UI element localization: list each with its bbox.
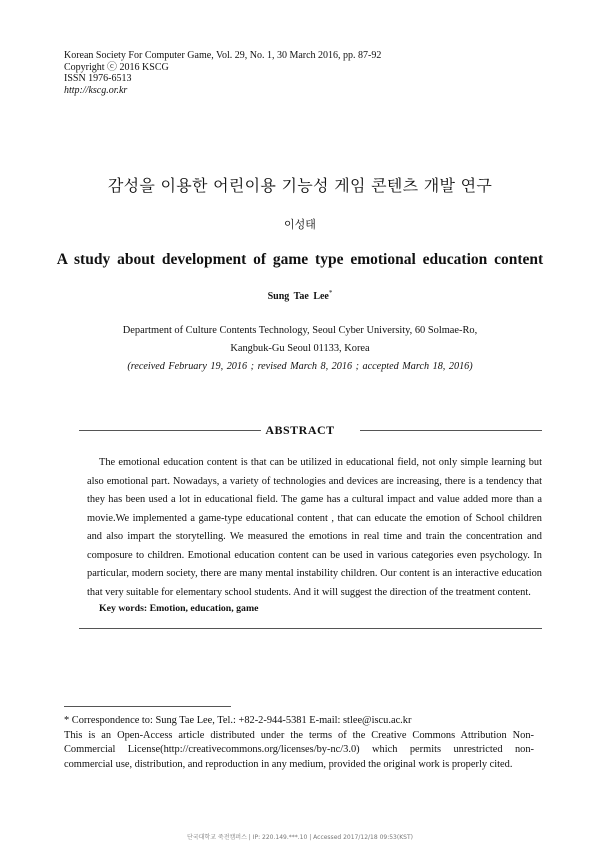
affiliation-line-2: Kangbuk-Gu Seoul 01133, Korea: [230, 343, 370, 354]
affiliation-line-1: Department of Culture Contents Technology, Seoul Cyber University, 60 Solmae-Ro,: [122, 325, 478, 336]
abstract-text: The emotional education content is that can be utilized in educational field, not only simple learning but also emotional part. Nowadays, a variety of technologies and devices are increasing, there is a tendency that they has been used a lot in educational field. The game has a cultural impact and value added more than a movie.We implemented a game-type educational content , that can educate the emotion of School children and also impart the storytelling. We measured the emotions in real time and train the concentration and composure to children. Emotional education content can be used in various categories even psychology. In particular, modern society, there are many mental instability children. Our content is an interactive education that very suitable for elementary school students. And it will suggest the direction of the treatment content.: [87, 457, 542, 598]
access-stamp: 단국대학교 죽전캠퍼스 | IP: 220.149.***.10 | Accessed 2017/12/18 09:53(KST): [187, 834, 413, 841]
abstract-rule-right: [360, 430, 542, 431]
correspondence-note: * Correspondence to: Sung Tae Lee, Tel.: +82-2-944-5381 E-mail: stlee@iscu.ac.kr: [64, 715, 412, 726]
affiliation: [0, 322, 600, 358]
abstract-bottom-rule: [79, 628, 542, 629]
submission-dates: (received February 19, 2016 ; revised March 8, 2016 ; accepted March 18, 2016): [127, 361, 473, 372]
journal-citation: Korean Society For Computer Game, Vol. 29, No. 1, 30 March 2016, pp. 87-92: [64, 50, 382, 61]
journal-header: [64, 50, 381, 96]
journal-copyright: Copyright ⓒ 2016 KSCG: [64, 61, 169, 73]
journal-issn: ISSN 1976-6513: [64, 73, 132, 84]
korean-author: 이성태: [284, 218, 316, 231]
footnote: [64, 714, 534, 772]
author-name: Sung Tae Lee: [267, 291, 329, 302]
english-title: A study about development of game type emotional education content: [56, 251, 544, 268]
english-author: [0, 289, 600, 302]
journal-url[interactable]: http://kscg.or.kr: [64, 84, 128, 96]
korean-title: 감성을 이용한 어린이용 기능성 게임 콘텐츠 개발 연구: [107, 176, 493, 195]
correspondence-mark: *: [328, 289, 333, 297]
footnote-separator: [64, 706, 231, 707]
abstract-heading: ABSTRACT: [265, 423, 335, 437]
license-note: This is an Open-Access article distributed under the terms of the Creative Commons Attribution Non-Commercial License(http://creativecommons.org/licenses/by-nc/3.0) which permits unrestricted non- commercial use, distribution, and reproduction in any medium, provided the original work is properly cited.: [64, 729, 534, 770]
keywords: Key words: Emotion, education, game: [99, 603, 259, 614]
